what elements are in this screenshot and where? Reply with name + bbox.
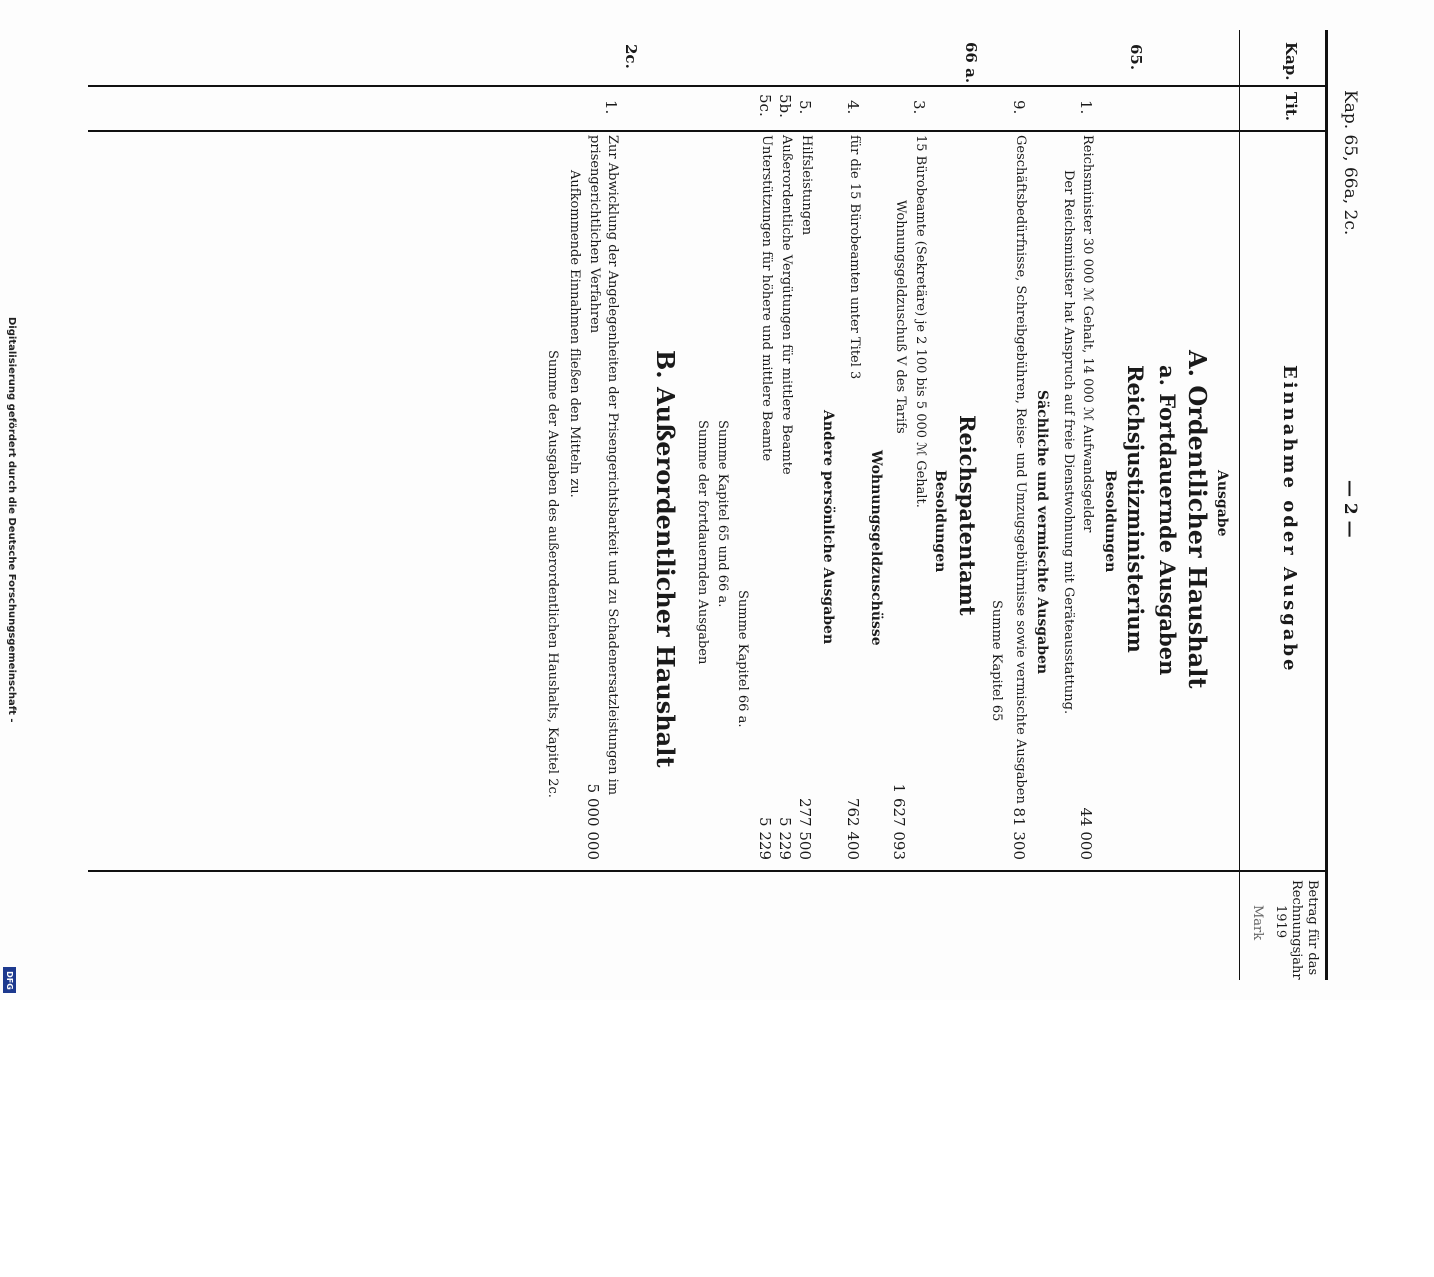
sum-kapitel-65-66a: Summe Kapitel 65 und 66 a. [715,420,730,608]
row3-note: Wohnungsgeldzuschuß V des Tarifs [893,200,908,434]
heading-besoldungen-2: Besoldungen [932,470,948,573]
row1-note: Der Reichsminister hat Anspruch auf freie Dienstwohnung mit Geräteausstattung. [1061,170,1076,715]
row5b-tit: 5b. [776,94,794,118]
col-header-amount-3: 1919 [1273,905,1288,939]
heading-reichspatentamt: Reichspatentamt [955,415,980,616]
kap-66a: 66 a. [962,42,980,84]
rotated-page [80,30,1380,980]
row1-tit: 1. [1077,100,1095,115]
heading-andere-ausgaben: Andere persönliche Ausgaben [820,410,836,645]
heading-ausserordentlicher-haushalt: B. Außerordentlicher Haushalt [651,350,680,768]
b1-note: Aufkommende Einnahmen fließen den Mitteln zu. [567,170,582,498]
col-header-tit: Tit. [1282,92,1300,122]
chapter-reference: Kap. 65, 66a, 2c. [1340,90,1360,236]
heading-wohnungsgeld: Wohnungsgeldzuschüsse [868,450,884,646]
row5-text: Hilfsleistungen [799,135,814,236]
heading-ausgabe: Ausgabe [1214,470,1230,537]
col-header-description: Einnahme oder Ausgabe [1279,365,1300,674]
row4-tit: 4. [844,100,862,115]
sum-kapitel-66a: Summe Kapitel 66 a. [735,590,750,728]
sum-fortdauernde-ausgaben: Summe der fortdauernden Ausgaben [695,420,710,665]
b1-amount: 5 000 000 [584,783,602,860]
row5c-text: Unterstützungen für höhere und mittlere Beamte [759,135,774,462]
col-header-amount-2: Rechnungsjahr [1289,880,1304,980]
row5c-amount: 5 229 [756,817,774,860]
sum-ausserordentlicher-haushalt: Summe der Ausgaben des außerordentlichen Haushalts, Kapitel 2c. [545,350,560,798]
kap-2c: 2c. [622,44,640,69]
row9-tit: 9. [1010,100,1028,115]
row4-amount: 762 400 [844,797,862,860]
row4-text: für die 15 Bürobeamten unter Titel 3 [847,135,862,380]
row5-tit: 5. [796,100,814,115]
page-number: — 2 — [1340,480,1360,538]
heading-fortdauernde-ausgaben: a. Fortdauernde Ausgaben [1155,365,1180,676]
col-divider-amount [88,870,1328,872]
dfg-logo-icon: DFG [3,967,16,993]
table-top-rule [1325,30,1328,980]
row1-amount: 44 000 [1077,807,1095,860]
heading-ordentlicher-haushalt: A. Ordentlicher Haushalt [1183,350,1212,689]
digitization-credit: Digitalisierung gefördert durch die Deutsche Forschungsgemeinschaft - [6,317,17,723]
heading-saechliche: Sächliche und vermischte Ausgaben [1034,390,1050,675]
row3-amount: 1 627 093 [890,783,908,860]
row3-text: 15 Bürobeamte (Sekretäre) je 2 100 bis 5 000 ℳ Gehalt. [913,135,928,508]
heading-reichsjustizministerium: Reichsjustizministerium [1123,365,1148,653]
row5c-tit: 5c. [756,94,774,117]
table-header-rule [1239,30,1240,980]
digitization-credit-bar [0,0,20,1000]
b1-text-line1: Zur Abwicklung der Angelegenheiten der Prisengerichtsbarkeit und zu Schadenersatzleistungen im [605,135,620,796]
row9-text: Geschäftsbedürfnisse, Schreibgebühren, Reise- und Umzugsgebührnisse sowie vermischte Ausgaben [1013,135,1028,804]
col-divider-tit [88,130,1328,132]
col-header-kap: Kap. [1282,42,1300,81]
col-divider-kap [88,85,1328,87]
heading-besoldungen-1: Besoldungen [1102,470,1118,573]
row9-amount: 81 300 [1010,807,1028,860]
sum-kapitel-65: Summe Kapitel 65 [989,600,1004,722]
row1-text: Reichsminister 30 000 ℳ Gehalt, 14 000 ℳ Aufwandsgelder [1080,135,1095,533]
row3-tit: 3. [910,100,928,115]
row5b-text: Außerordentliche Vergütungen für mittlere Beamte [779,135,794,475]
b1-text-line2: prisengerichtlichen Verfahren [587,135,602,334]
kap-65: 65. [1127,44,1145,71]
row5-amount: 277 500 [796,797,814,860]
row5b-amount: 5 229 [776,817,794,860]
col-header-amount-unit: Mark [1250,905,1265,941]
col-header-amount-1: Betrag für das [1305,880,1320,976]
b1-tit: 1. [602,100,620,115]
